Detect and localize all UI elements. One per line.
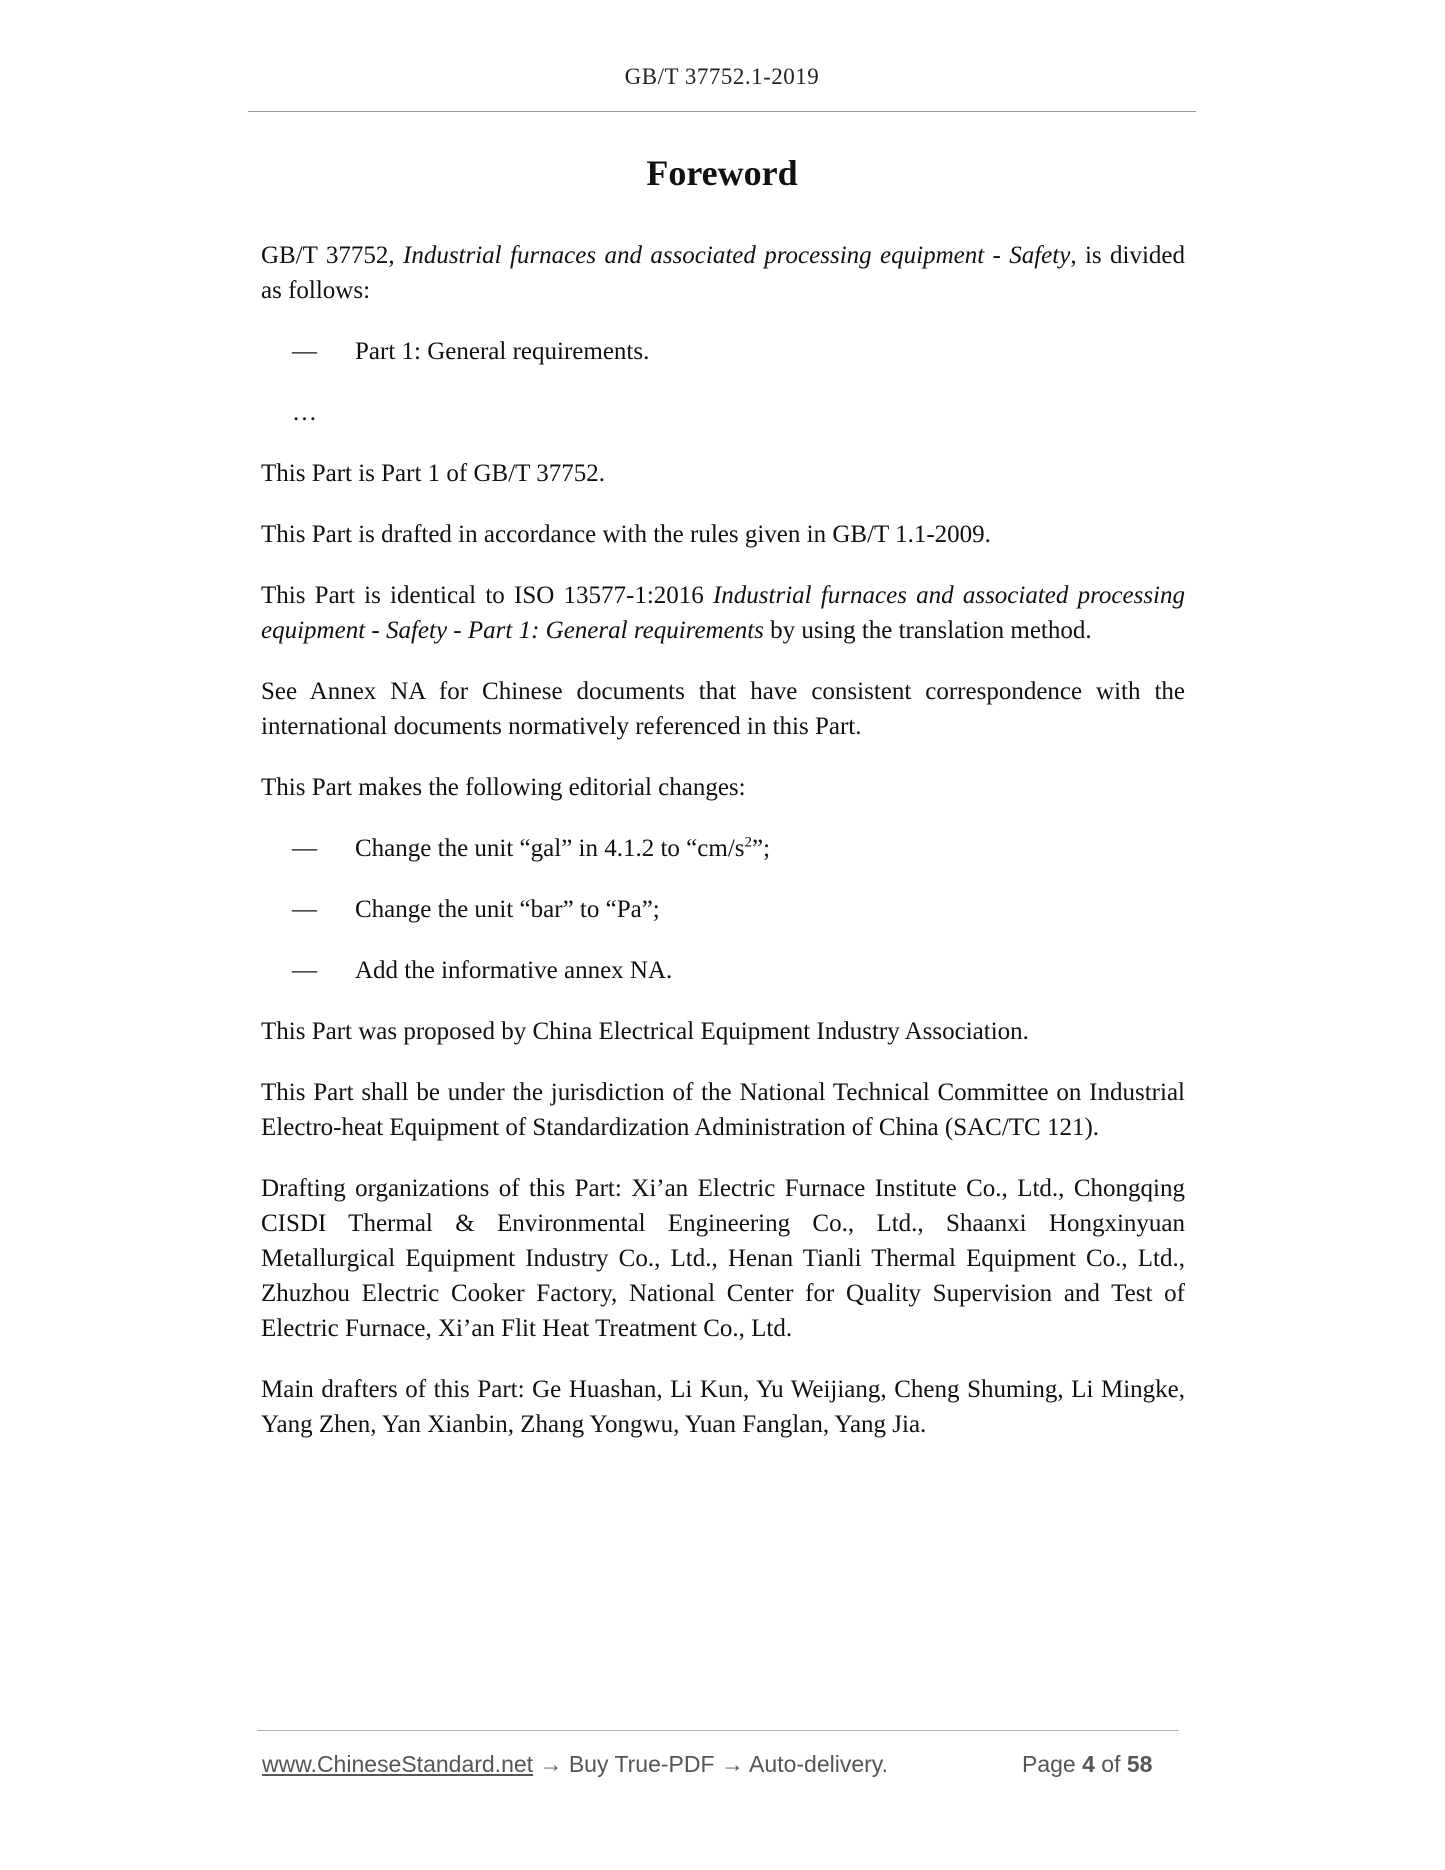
page-label: Page [1022, 1751, 1076, 1777]
paragraph-annex: See Annex NA for Chinese documents that have consistent correspondence with the international documents normatively referenced in this Part. [261, 678, 1185, 740]
foreword-body [261, 238, 1185, 1442]
dash-bullet: — [292, 835, 317, 862]
page-of: of [1101, 1751, 1121, 1777]
series-title: Industrial furnaces and associated processing equipment - Safety [403, 242, 1071, 269]
paragraph-proposed-by: This Part was proposed by China Electrical Equipment Industry Association. [261, 1018, 1029, 1045]
paragraph-drafting-rules: This Part is drafted in accordance with the rules given in GB/T 1.1-2009. [261, 521, 991, 548]
list-item [261, 831, 1185, 866]
footer-promo [262, 1751, 888, 1778]
superscript: 2 [744, 834, 752, 851]
list-item [261, 953, 1185, 988]
page-indicator [1022, 1751, 1152, 1778]
dash-bullet: — [292, 896, 317, 923]
paragraph-editorial-changes: This Part makes the following editorial changes: [261, 774, 746, 801]
paragraph-part-number: This Part is Part 1 of GB/T 37752. [261, 460, 605, 487]
intro-text-end: , is divided as follows: [261, 242, 1185, 304]
intro-paragraph [261, 238, 1185, 308]
list-item-text: Part 1: General requirements. [355, 338, 650, 365]
ellipsis: … [292, 399, 317, 426]
footer-divider [257, 1730, 1179, 1731]
site-link[interactable]: www.ChineseStandard.net [262, 1751, 534, 1777]
header-divider [248, 111, 1196, 112]
list-item-text: Change the unit “bar” to “Pa”; [355, 896, 660, 923]
page-current: 4 [1082, 1751, 1095, 1777]
paragraph-drafting-organizations: Drafting organizations of this Part: Xi’an Electric Furnace Institute Co., Ltd., Chongqing CISDI Thermal & Environmental Engineering Co., Ltd., Shaanxi Hongxinyuan Metallurgical Equipment Industry Co., Ltd., Henan Tianli Thermal Equipment Co., Ltd., Zhuzhou Electric Cooker Factory, National Center for Quality Supervision and Test of Electric Furnace, Xi’an Flit Heat Treatment Co., Ltd. [261, 1175, 1185, 1342]
identical-text-end: by using the translation method. [763, 617, 1092, 644]
page-total: 58 [1126, 1751, 1153, 1777]
list-item-text [355, 831, 770, 866]
promo-text: → Buy True-PDF → Auto-delivery. [533, 1751, 888, 1777]
change-text-end: ”; [752, 835, 771, 862]
page-title: Foreword [646, 153, 798, 193]
paragraph-jurisdiction: This Part shall be under the jurisdiction of the National Technical Committee on Industrial Electro-heat Equipment of Standardization Administration of China (SAC/TC 121). [261, 1079, 1185, 1141]
intro-text: GB/T 37752, [261, 242, 403, 269]
paragraph-main-drafters: Main drafters of this Part: Ge Huashan, Li Kun, Yu Weijiang, Cheng Shuming, Li Mingke, Yang Zhen, Yan Xianbin, Zhang Yongwu, Yuan Fanglan, Yang Jia. [261, 1376, 1185, 1438]
list-item-text: Add the informative annex NA. [355, 957, 673, 984]
document-id-header: GB/T 37752.1-2019 [624, 64, 820, 89]
iso-title: Industrial furnaces and associated processing equipment - Safety - Part 1: General requirements [261, 582, 1186, 644]
dash-bullet: — [292, 957, 317, 984]
dash-bullet: — [292, 338, 317, 365]
list-item [261, 892, 1185, 927]
identical-text: This Part is identical to ISO 13577-1:2016 [261, 582, 713, 609]
list-item [261, 334, 1185, 369]
change-text: Change the unit “gal” in 4.1.2 to “cm/s [355, 835, 745, 862]
paragraph-identical [261, 578, 1185, 648]
